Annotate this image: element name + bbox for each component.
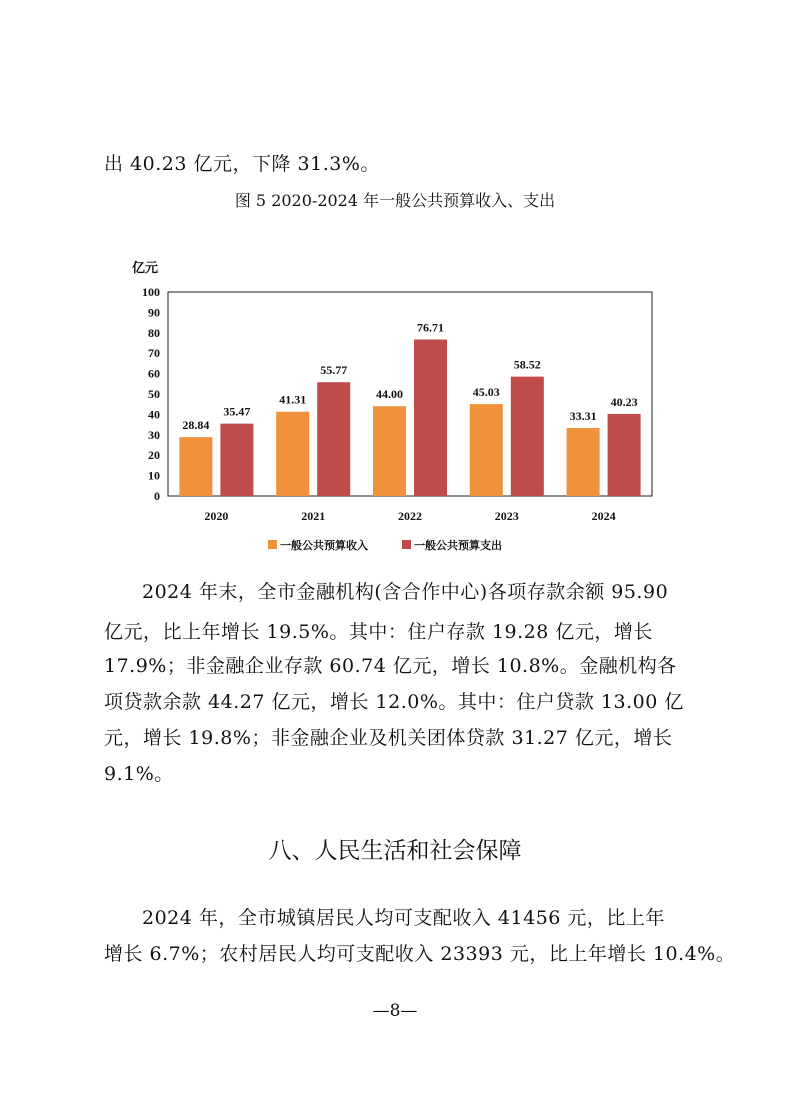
bar-value-label: 41.31 xyxy=(279,392,307,407)
y-tick-label: 100 xyxy=(142,285,160,299)
bar-expenditure-2021 xyxy=(317,382,350,496)
bar-expenditure-2024 xyxy=(608,414,641,496)
bar-revenue-2022 xyxy=(373,406,406,496)
intro-line: 出 40.23 亿元，下降 31.3%。 xyxy=(104,153,380,175)
y-tick-label: 0 xyxy=(154,489,160,503)
budget-bar-chart xyxy=(110,250,670,560)
page-number: —8— xyxy=(372,1001,418,1021)
figure-caption: 图 5 2020-2024 年一般公共预算收入、支出 xyxy=(234,191,556,210)
y-tick-label: 70 xyxy=(148,346,160,361)
bar-revenue-2021 xyxy=(276,412,309,496)
bar-value-label: 28.84 xyxy=(182,418,210,433)
bar-value-label: 44.00 xyxy=(376,387,403,402)
bar-value-label: 58.52 xyxy=(513,357,541,372)
finance-paragraph-line: 2024 年末，全市金融机构(含合作中心)各项存款余额 95.90 xyxy=(142,581,669,603)
section-heading: 八、人民生活和社会保障 xyxy=(268,838,522,864)
bar-revenue-2023 xyxy=(470,404,503,496)
y-unit-label: 亿元 xyxy=(132,261,159,276)
x-tick-label: 2020 xyxy=(204,509,229,523)
legend-label-expenditure: 一般公共预算支出 xyxy=(414,539,502,552)
bar-revenue-2024 xyxy=(567,428,600,496)
bar-expenditure-2020 xyxy=(220,424,253,496)
bar-value-label: 76.71 xyxy=(417,320,444,335)
bar-revenue-2020 xyxy=(179,437,212,496)
x-tick-label: 2022 xyxy=(398,509,422,523)
income-paragraph-line: 增长 6.7%；农村居民人均可支配收入 23393 元，比上年增长 10.4%。 xyxy=(104,943,736,965)
x-tick-label: 2023 xyxy=(494,509,519,523)
legend-swatch-expenditure xyxy=(402,540,411,549)
y-tick-label: 40 xyxy=(148,407,160,422)
y-tick-label: 90 xyxy=(148,305,160,320)
bar-value-label: 33.31 xyxy=(569,409,597,424)
bar-value-label: 35.47 xyxy=(223,404,251,419)
finance-paragraph-line: 元，增长 19.8%；非金融企业及机关团体贷款 31.27 亿元，增长 xyxy=(104,727,673,749)
finance-paragraph-line: 17.9%；非金融企业存款 60.74 亿元，增长 10.8%。金融机构各 xyxy=(104,655,677,677)
y-tick-label: 20 xyxy=(148,448,160,463)
legend-label-revenue: 一般公共预算收入 xyxy=(280,539,368,552)
y-tick-label: 30 xyxy=(148,427,160,442)
finance-paragraph-line: 9.1%。 xyxy=(104,763,174,785)
x-tick-label: 2021 xyxy=(301,509,326,523)
y-tick-label: 60 xyxy=(148,366,160,381)
y-tick-label: 10 xyxy=(148,468,160,483)
finance-paragraph-line: 项贷款余款 44.27 亿元，增长 12.0%。其中：住户贷款 13.00 亿 xyxy=(104,691,684,713)
legend-swatch-revenue xyxy=(268,540,277,549)
y-tick-label: 80 xyxy=(148,325,160,340)
bar-value-label: 40.23 xyxy=(610,394,638,409)
x-tick-label: 2024 xyxy=(591,509,616,523)
bar-value-label: 45.03 xyxy=(472,385,500,400)
y-tick-label: 50 xyxy=(148,387,160,401)
bar-value-label: 55.77 xyxy=(320,363,348,378)
finance-paragraph-line: 亿元，比上年增长 19.5%。其中：住户存款 19.28 亿元，增长 xyxy=(104,621,653,643)
income-paragraph-line: 2024 年，全市城镇居民人均可支配收入 41456 元，比上年 xyxy=(142,907,665,929)
bar-expenditure-2023 xyxy=(511,377,544,496)
bar-expenditure-2022 xyxy=(414,340,447,496)
